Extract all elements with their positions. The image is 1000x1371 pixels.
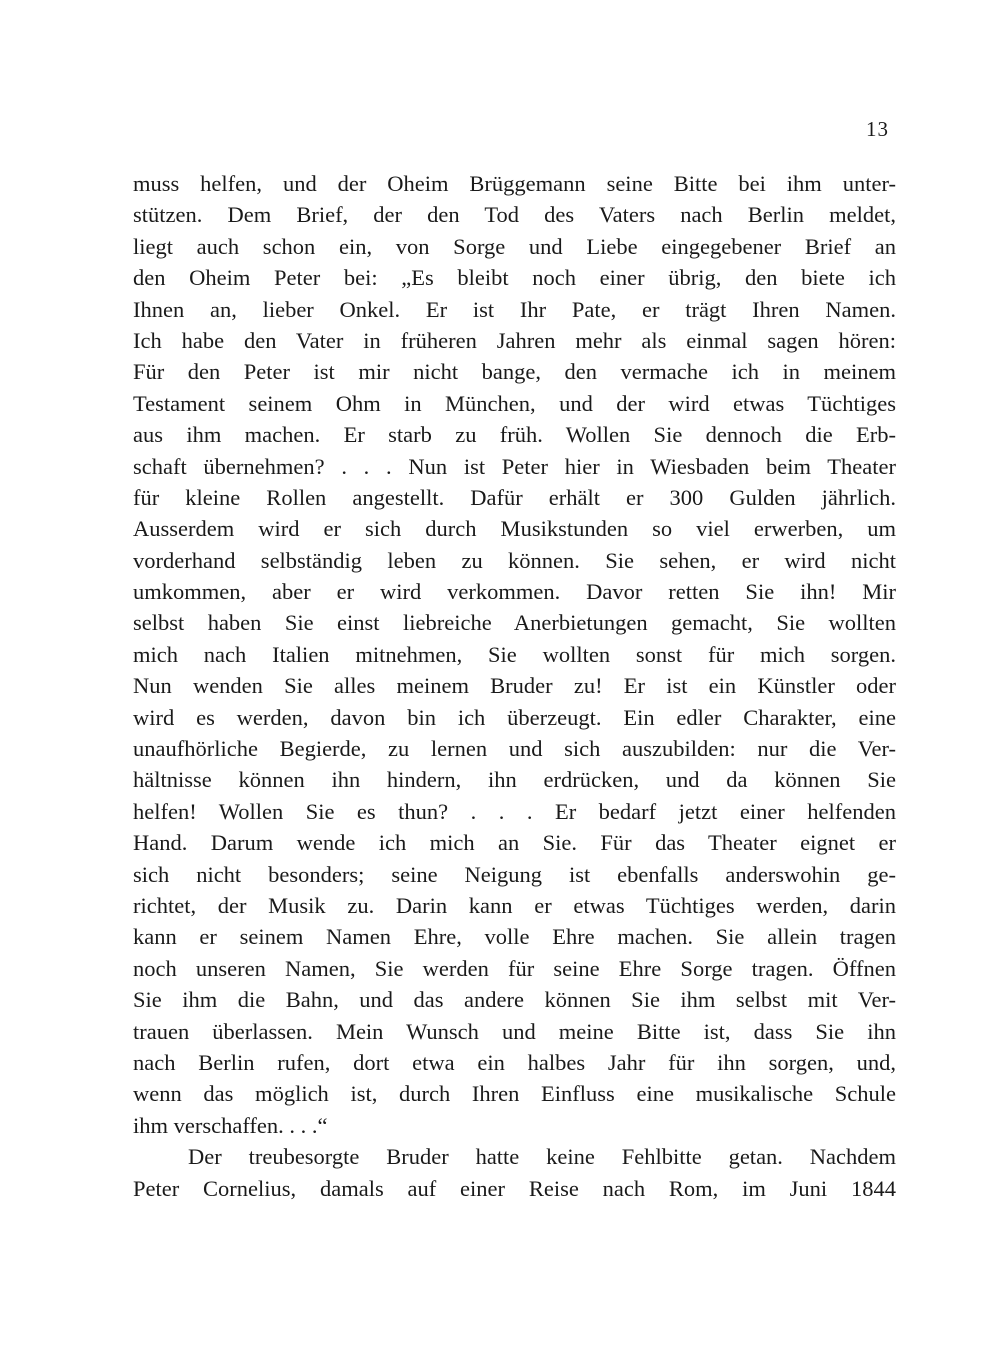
text-line: Hand. Darum wende ich mich an Sie. Für das Theater eignet er — [133, 830, 896, 856]
text-line: wenn das möglich ist, durch Ihren Einfluss eine musikalische Schule — [133, 1081, 896, 1107]
text-line: für kleine Rollen angestellt. Dafür erhält er 300 Gulden jährlich. — [133, 484, 896, 510]
text-line: mich nach Italien mitnehmen, Sie wollten sonst für mich sorgen. — [133, 641, 896, 667]
text-line: stützen. Dem Brief, der den Tod des Vaters nach Berlin meldet, — [133, 202, 896, 228]
text-line: Peter Cornelius, damals auf einer Reise nach Rom, im Juni 1844 — [133, 1175, 896, 1201]
text-line: hältnisse können ihn hindern, ihn erdrücken, und da können Sie — [133, 767, 896, 793]
text-line: richtet, der Musik zu. Darin kann er etwas Tüchtiges werden, darin — [133, 892, 896, 918]
text-line: vorderhand selbständig leben zu können. Sie sehen, er wird nicht — [133, 547, 896, 573]
text-line: Nun wenden Sie alles meinem Bruder zu! Er ist ein Künstler oder — [133, 673, 896, 699]
text-line: Für den Peter ist mir nicht bange, den vermache ich in meinem — [133, 359, 896, 385]
text-line: schaft übernehmen? . . . Nun ist Peter hier in Wiesbaden beim Theater — [133, 453, 896, 479]
text-line: Testament seinem Ohm in München, und der wird etwas Tüchtiges — [133, 390, 896, 416]
text-line: helfen! Wollen Sie es thun? . . . Er bedarf jetzt einer helfenden — [133, 798, 896, 824]
page-number: 13 — [866, 117, 889, 141]
text-line: Ich habe den Vater in früheren Jahren mehr als einmal sagen hören: — [133, 327, 896, 353]
text-line: ihm verschaffen. . . .“ — [133, 1112, 328, 1138]
text-line: Ihnen an, lieber Onkel. Er ist Ihr Pate, er trägt Ihren Namen. — [133, 296, 896, 322]
text-line: trauen überlassen. Mein Wunsch und meine Bitte ist, dass Sie ihn — [133, 1018, 896, 1044]
text-line: nach Berlin rufen, dort etwa ein halbes Jahr für ihn sorgen, und, — [133, 1049, 896, 1075]
text-line: noch unseren Namen, Sie werden für seine Ehre Sorge tragen. Öffnen — [133, 955, 896, 981]
text-line: Ausserdem wird er sich durch Musikstunden so viel erwerben, um — [133, 516, 896, 542]
text-line: Sie ihm die Bahn, und das andere können Sie ihm selbst mit Ver- — [133, 987, 896, 1013]
text-line: aus ihm machen. Er starb zu früh. Wollen Sie dennoch die Erb- — [133, 422, 896, 448]
text-line: liegt auch schon ein, von Sorge und Liebe eingegebener Brief an — [133, 233, 896, 259]
text-line: selbst haben Sie einst liebreiche Anerbietungen gemacht, Sie wollten — [133, 610, 896, 636]
text-line: unaufhörliche Begierde, zu lernen und sich auszubilden: nur die Ver- — [133, 736, 896, 762]
text-line: muss helfen, und der Oheim Brüggemann seine Bitte bei ihm unter- — [133, 171, 896, 196]
text-line: den Oheim Peter bei: „Es bleibt noch einer übrig, den biete ich — [133, 265, 896, 291]
text-line: umkommen, aber er wird verkommen. Davor retten Sie ihn! Mir — [133, 579, 896, 605]
text-line: wird es werden, davon bin ich überzeugt. Ein edler Charakter, eine — [133, 704, 896, 730]
text-line: Der treubesorgte Bruder hatte keine Fehlbitte getan. Nachdem — [188, 1144, 896, 1170]
body-text — [133, 168, 896, 1204]
text-line: kann er seinem Namen Ehre, volle Ehre machen. Sie allein tragen — [133, 924, 896, 950]
text-line: sich nicht besonders; seine Neigung ist ebenfalls anderswohin ge- — [133, 861, 896, 887]
